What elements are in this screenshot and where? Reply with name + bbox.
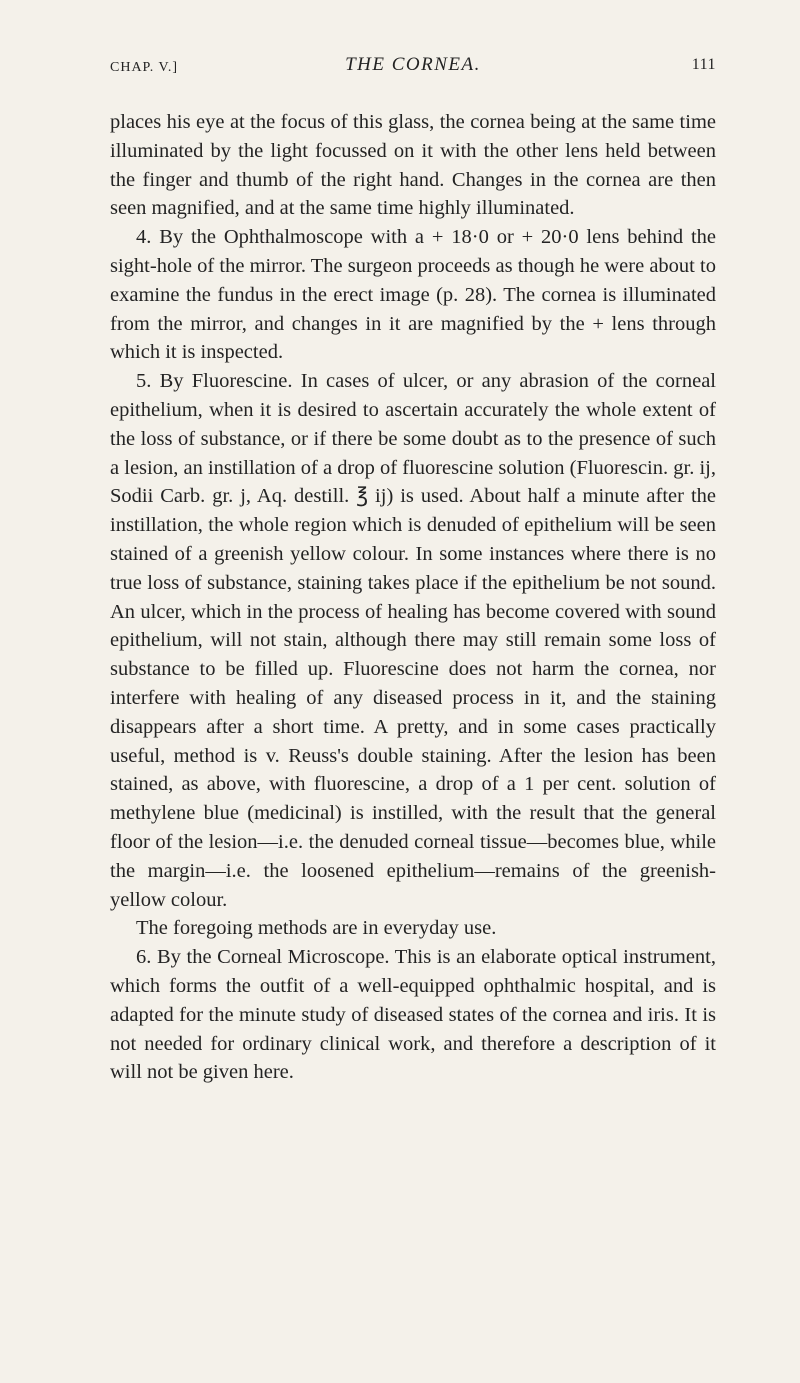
- chapter-label: CHAP. V.]: [110, 60, 179, 75]
- paragraph-continuation: places his eye at the focus of this glass, the cornea being at the same time illuminated by the light focussed on it with the other lens held between the finger and thumb of the right hand. Changes in the cornea are then seen magnified, and at the same time highly illuminated.: [110, 111, 716, 220]
- paragraph-fluorescine: 5. By Fluorescine. In cases of ulcer, or any abrasion of the corneal epithelium, when it is desired to ascertain accurately the whole extent of the loss of substance, or if there be some doubt as to the presence of such a lesion, an instillation of a drop of fluorescine solution (Fluorescin. gr. ij, Sodii Carb. gr. j, Aq. destill. ℥ ij) is used. About half a minute after the instillation, the whole region which is denuded of epithelium will be seen stained of a greenish yellow colour. In some instances where there is no true loss of substance, staining takes place if the epithelium be not sound. An ulcer, which in the process of healing has become covered with sound epithelium, will not stain, although there may still remain some loss of substance to be filled up. Fluorescine does not harm the cornea, nor interfere with healing of any diseased process in it, and the staining disappears after a short time. A pretty, and in some cases practically useful, method is v. Reuss's double staining. After the lesion has been stained, as above, with fluorescine, a drop of a 1 per cent. solution of methylene blue (medicinal) is instilled, with the result that the general floor of the lesion—i.e. the denuded corneal tissue—becomes blue, while the margin—i.e. the loosened epithelium—remains of the greenish-yellow colour.: [110, 370, 716, 911]
- running-head: [110, 50, 716, 90]
- paragraph-ophthalmoscope: 4. By the Ophthalmoscope with a + 18·0 or + 20·0 lens behind the sight-hole of the mirror. The surgeon proceeds as though he were about to examine the fundus in the erect image (p. 28). The cornea is illuminated from the mirror, and changes in it are magnified by the + lens through which it is inspected.: [110, 226, 716, 364]
- page-number: 111: [691, 56, 716, 73]
- paragraph-everyday-use: The foregoing methods are in everyday use.: [136, 917, 497, 940]
- paragraph-corneal-microscope: 6. By the Corneal Microscope. This is an elaborate optical instrument, which forms the outfit of a well-equipped ophthalmic hospital, and is adapted for the minute study of diseased states of the cornea and iris. It is not needed for ordinary clinical work, and therefore a description of it will not be given here.: [110, 946, 716, 1084]
- body-text: [110, 108, 716, 1087]
- page-title: THE CORNEA.: [345, 54, 481, 75]
